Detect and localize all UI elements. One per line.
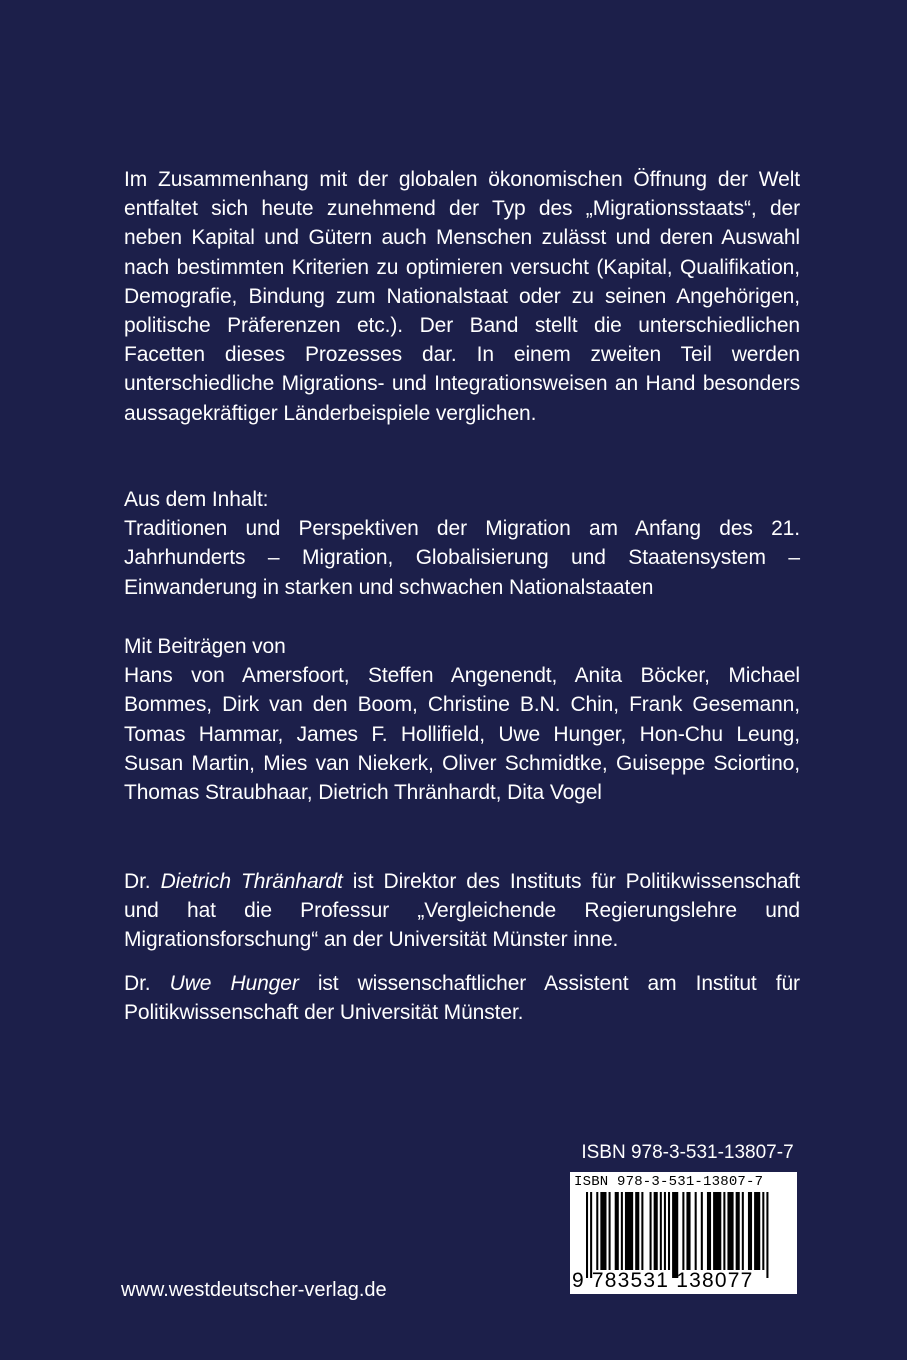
barcode-bar [635, 1192, 639, 1270]
barcode-bar [660, 1192, 662, 1270]
barcode-isbn-text: ISBN 978-3-531-13807-7 [574, 1174, 764, 1190]
barcode-bar [707, 1192, 711, 1270]
barcode-bar [609, 1192, 611, 1270]
barcode-bar [695, 1192, 697, 1270]
barcode-bar [600, 1192, 606, 1270]
barcode-bar [754, 1192, 760, 1270]
editor-description: ist wissenschaftlicher Assistent am Institut für Politikwissenschaft der Universität Münster. [124, 972, 800, 1025]
barcode-bar [766, 1192, 768, 1278]
contents-section [124, 485, 800, 602]
editor-description: ist Direktor des Instituts für Politikwissenschaft und hat die Professur „Vergleichende Regierungslehre und Migrationsforschung“ an der Universität Münster inne. [124, 870, 800, 952]
barcode-bar [672, 1192, 678, 1278]
barcode-bar [650, 1192, 652, 1270]
barcode-bar [686, 1192, 690, 1270]
editor-name: Dietrich Thränhardt [160, 870, 343, 893]
isbn-barcode [570, 1172, 797, 1294]
barcode-bar [596, 1192, 598, 1270]
contents-text: Traditionen und Perspektiven der Migration am Anfang des 21. Jahrhunderts – Migration, Globalisierung und Staatensystem – Einwanderung in starken und schwachen Nationalstaaten [124, 517, 800, 599]
isbn-label: ISBN 978-3-531-13807-7 [581, 1142, 794, 1163]
barcode-bar [641, 1192, 643, 1270]
barcode-bar [586, 1192, 588, 1278]
barcode-digits: 9 783531 138077 [572, 1269, 754, 1292]
editor-bio-2 [124, 969, 800, 1027]
barcode-bar [621, 1192, 623, 1270]
barcode-bar [723, 1192, 725, 1270]
barcode-bar [736, 1192, 740, 1270]
barcode-bar [615, 1192, 619, 1270]
barcode-bar [668, 1192, 670, 1270]
barcode-bar [664, 1192, 666, 1270]
barcode-bar [727, 1192, 733, 1270]
contributors-text: Hans von Amersfoort, Steffen Angenendt, Anita Böcker, Michael Bommes, Dirk van den Boom, Christine B.N. Chin, Frank Gesemann, Tomas Hammar, James F. Hollifield, Uwe Hunger, Hon-Chu Leung, Susan Martin, Mies van Niekerk, Oliver Schmidtke, Guiseppe Sciortino, Thomas Straubhaar, Dietrich Thränhardt, Dita Vogel [124, 664, 800, 805]
barcode-bar [748, 1192, 752, 1270]
barcode-bar [625, 1192, 633, 1270]
contributors-heading: Mit Beiträgen von [124, 635, 286, 658]
barcode-bar [713, 1192, 721, 1270]
barcode-bar [762, 1192, 764, 1270]
editor-prefix: Dr. [124, 972, 151, 995]
contributors-section [124, 632, 800, 807]
barcode-bar [682, 1192, 684, 1270]
publisher-website: www.westdeutscher-verlag.de [121, 1279, 387, 1301]
blurb-section [124, 165, 800, 428]
editor-prefix: Dr. [124, 870, 151, 893]
editor-bio-1 [124, 867, 800, 955]
editor-name: Uwe Hunger [169, 972, 299, 995]
contents-heading: Aus dem Inhalt: [124, 488, 269, 511]
barcode-bar [590, 1192, 592, 1278]
barcode-bar [742, 1192, 744, 1270]
barcode-bar [701, 1192, 703, 1270]
blurb-text: Im Zusammenhang mit der globalen ökonomischen Öffnung der Welt entfaltet sich heute zunehmend der Typ des „Migrationsstaats“, der neben Kapital und Gütern auch Menschen zulässt und deren Auswahl nach bestimmten Kriterien zu optimieren versucht (Kapital, Qualifikation, Demografie, Bindung zum Nationalstaat oder zu seinen Angehörigen, politische Präferenzen etc.). Der Band stellt die unterschiedlichen Facetten dieses Prozesses dar. In einem zweiten Teil werden unterschiedliche Migrations- und Integrationsweisen an Hand besonders aussagekräftiger Länderbeispiele verglichen. [124, 168, 800, 425]
barcode-bar [654, 1192, 658, 1270]
